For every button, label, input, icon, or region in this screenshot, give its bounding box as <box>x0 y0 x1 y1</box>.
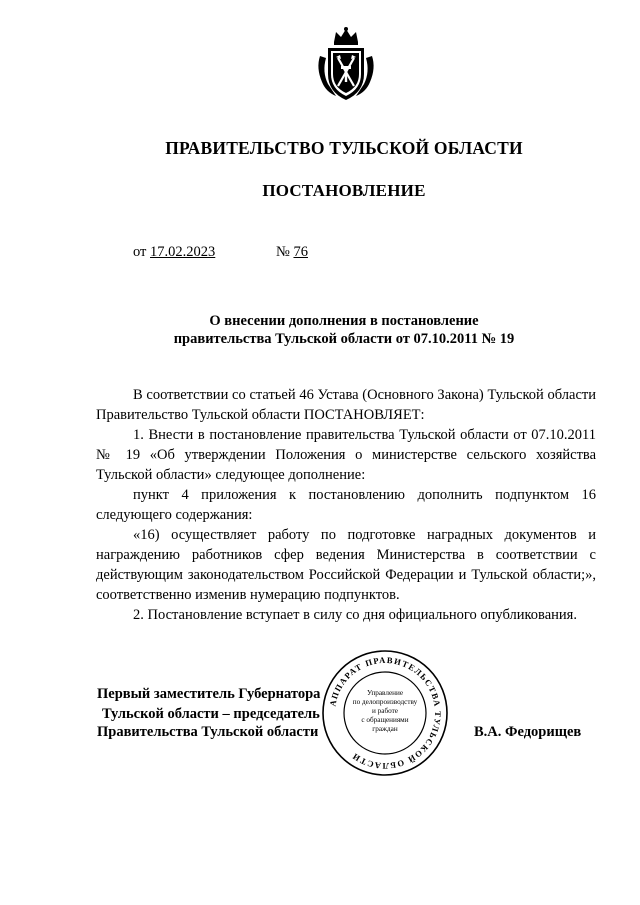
signature-title-line-2: Тульской области – председатель <box>102 706 320 722</box>
signature-title-line-3: Правительства Тульской области <box>97 724 319 740</box>
body-paragraph-3: пункт 4 приложения к постановлению дополнить подпунктом 16 следующего содержания: <box>96 487 596 523</box>
document-type: ПОСТАНОВЛЕНИЕ <box>262 181 426 200</box>
number-line <box>276 244 308 261</box>
signature-title-line-1: Первый заместитель Губернатора <box>97 686 321 702</box>
coat-of-arms-icon <box>314 26 378 102</box>
svg-text:с обращениями: с обращениями <box>361 716 409 724</box>
government-title: ПРАВИТЕЛЬСТВО ТУЛЬСКОЙ ОБЛАСТИ <box>165 138 523 158</box>
official-stamp <box>320 648 450 778</box>
document-number: 76 <box>293 244 308 260</box>
date-line <box>133 244 215 261</box>
document-body <box>96 385 596 625</box>
subject-line-1: О внесении дополнения в постановление <box>209 313 479 329</box>
document-date: 17.02.2023 <box>150 244 216 260</box>
body-paragraph-2: 1. Внести в постановление правительства Тульской области от 07.10.2011 № 19 «Об утверждении Положения о министерстве сельского хозяйства Тульской области» следующее дополнение: <box>96 427 596 483</box>
svg-text:граждан: граждан <box>372 725 398 733</box>
signatory-name: В.А. Федорищев <box>474 724 582 740</box>
svg-text:Управление: Управление <box>366 689 404 697</box>
subject-line-2: правительства Тульской области от 07.10.2011 № 19 <box>173 331 515 347</box>
svg-text:и работе: и работе <box>372 707 398 715</box>
number-prefix: № <box>276 244 290 260</box>
svg-text:по делопроизводству: по делопроизводству <box>352 698 418 706</box>
body-paragraph-1: В соответствии со статьей 46 Устава (Основного Закона) Тульской области Правительство Тульской области ПОСТАНОВЛЯЕТ: <box>96 387 596 423</box>
date-prefix: от <box>133 244 147 260</box>
body-paragraph-5: 2. Постановление вступает в силу со дня официального опубликования. <box>133 607 577 623</box>
svg-text:АППАРАТ ПРАВИТЕЛЬСТВА ТУЛЬСКОЙ: АППАРАТ ПРАВИТЕЛЬСТВА ТУЛЬСКОЙ ОБЛАСТИ <box>327 654 444 772</box>
body-paragraph-4: «16) осуществляет работу по подготовке наградных документов и награждению работников сфер ведения Министерства в соответствии с действующим законодательством Российской Федерации и Тульской области;», соответственно изменив нумерацию подпунктов. <box>96 527 596 603</box>
